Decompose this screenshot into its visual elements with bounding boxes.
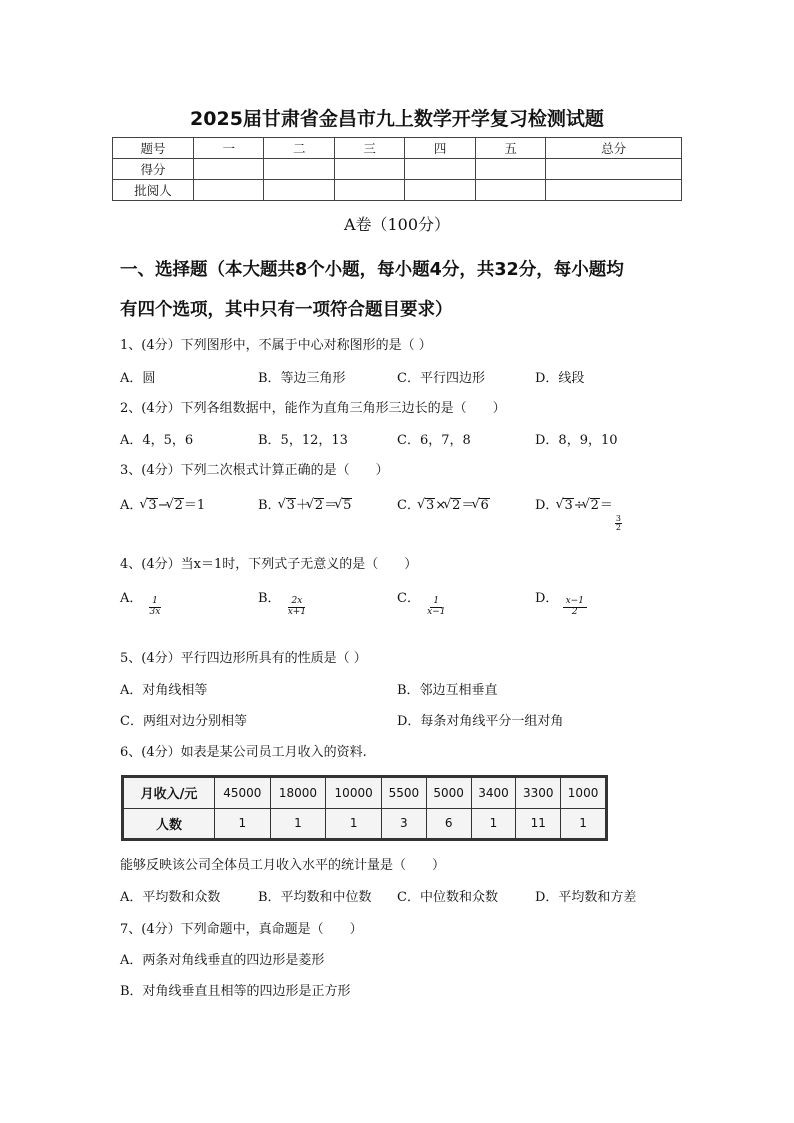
income-cell: 18000 [270, 778, 326, 809]
q2-option-d: D．8，9，10 [535, 433, 618, 448]
exam-title: 2025届甘肃省金昌市九上数学开学复习检测试题 [190, 108, 604, 130]
operator: × [435, 498, 447, 513]
income-table-image [121, 775, 608, 841]
income-cell: 5000 [426, 778, 471, 809]
option-label: D． [535, 498, 559, 513]
count-cell: 1 [270, 808, 326, 839]
q7-option-a: A．两条对角线垂直的四边形是菱形 [120, 953, 325, 968]
count-cell: 6 [426, 808, 471, 839]
score-cell [475, 180, 545, 201]
option-label: A． [120, 591, 143, 606]
result: ＝1 [183, 498, 206, 513]
score-cell [405, 180, 475, 201]
operator: ÷ [573, 498, 585, 513]
sqrt-expression: √ 2 [451, 498, 461, 512]
score-cell [475, 159, 545, 180]
fraction [147, 597, 164, 618]
count-cell: 1 [471, 808, 516, 839]
equals: ＝ [461, 498, 475, 513]
sqrt-expression: √ 2 [314, 498, 324, 512]
equals: ＝ [324, 498, 338, 513]
q4-option-d [535, 587, 587, 618]
q1-option-d: D．线段 [535, 371, 585, 386]
score-cell [334, 180, 404, 201]
q5-stem: 5、(4分）平行四边形所具有的性质是（ ） [120, 651, 367, 666]
fraction-numerator: 3 [615, 514, 622, 523]
q1-stem: 1、(4分）下列图形中，不属于中心对称图形的是（ ） [120, 338, 432, 353]
fraction [424, 597, 448, 618]
option-label: B． [258, 591, 281, 606]
fraction-denominator: x+1 [287, 606, 307, 617]
operator: − [157, 498, 169, 513]
score-cell [546, 159, 682, 180]
income-cell: 5500 [381, 778, 426, 809]
score-header-cell: 二 [264, 138, 334, 159]
q3-option-c [397, 494, 490, 513]
count-cell: 11 [516, 808, 561, 839]
q6-question: 能够反映该公司全体员工月收入水平的统计量是（ ） [120, 858, 446, 873]
fraction-numerator: 1 [149, 597, 161, 608]
score-row-label: 得分 [113, 159, 194, 180]
q3-option-a [120, 494, 205, 513]
fraction-denominator: 2 [615, 523, 622, 532]
sqrt-expression: √ 3 [425, 498, 435, 512]
score-cell [546, 180, 682, 201]
count-cell: 1 [215, 808, 271, 839]
sqrt-expression: √ 3 [563, 498, 573, 512]
part1-heading-line1: 一、选择题（本大题共8个小题，每小题4分，共32分，每小题均 [120, 260, 624, 280]
sqrt-expression: √ 3 [286, 498, 296, 512]
income-cell: 1000 [561, 778, 606, 809]
section-a-title: A卷（100分） [343, 215, 451, 234]
option-label: B． [258, 498, 281, 513]
fraction [563, 597, 587, 618]
q2-option-c: C．6，7，8 [397, 433, 471, 448]
q4-option-b [258, 587, 309, 618]
fraction [285, 597, 309, 618]
q3-option-d [535, 494, 622, 532]
option-label: C． [397, 591, 420, 606]
q6-option-d: D．平均数和方差 [535, 890, 637, 905]
q6-option-b: B．平均数和中位数 [258, 890, 372, 905]
option-label: A． [120, 498, 143, 513]
score-header-cell: 四 [405, 138, 475, 159]
q7-option-b: B．对角线垂直且相等的四边形是正方形 [120, 984, 351, 999]
q4-option-c [397, 587, 448, 618]
count-cell: 1 [561, 808, 606, 839]
score-table-header-row [113, 138, 682, 159]
fraction [615, 515, 622, 532]
q2-option-b: B．5，12，13 [258, 433, 348, 448]
score-cell [264, 159, 334, 180]
part1-heading-line2: 有四个选项，其中只有一项符合题目要求） [120, 300, 453, 320]
fraction-numerator: x−1 [563, 597, 587, 608]
score-header-cell: 五 [475, 138, 545, 159]
sqrt-expression: √ 2 [590, 498, 600, 512]
count-row [124, 808, 606, 839]
q6-option-a: A．平均数和众数 [120, 890, 221, 905]
q1-option-a: A．圆 [120, 371, 156, 386]
q4-option-a [120, 587, 163, 618]
q3-stem: 3、(4分）下列二次根式计算正确的是（ ） [120, 463, 389, 478]
reviewer-row-label: 批阅人 [113, 180, 194, 201]
q5-option-c: C．两组对边分别相等 [120, 714, 247, 729]
fraction-numerator: 1 [430, 597, 442, 608]
score-header-cell: 一 [194, 138, 264, 159]
sqrt-expression: √ 3 [147, 498, 157, 512]
score-cell [334, 159, 404, 180]
income-table [123, 777, 606, 839]
score-cell [405, 159, 475, 180]
q1-option-c: C．平行四边形 [397, 371, 485, 386]
count-cell: 1 [326, 808, 382, 839]
sqrt-expression: √ 6 [479, 498, 489, 512]
income-cell: 45000 [215, 778, 271, 809]
q7-stem: 7、(4分）下列命题中，真命题是（ ） [120, 922, 363, 937]
q5-option-d: D．每条对角线平分一组对角 [397, 714, 564, 729]
income-cell: 3300 [516, 778, 561, 809]
score-table [112, 137, 682, 201]
sqrt-expression: √ 2 [174, 498, 184, 512]
score-row [113, 159, 682, 180]
score-header-cell: 题号 [113, 138, 194, 159]
score-cell [194, 159, 264, 180]
fraction-numerator: 2x [288, 597, 305, 608]
q2-option-a: A．4，5，6 [120, 433, 194, 448]
income-cell: 3400 [471, 778, 516, 809]
score-header-cell: 三 [334, 138, 404, 159]
q6-stem: 6、(4分）如表是某公司员工月收入的资料. [120, 745, 367, 760]
q3-option-b [258, 494, 352, 513]
score-cell [264, 180, 334, 201]
operator: ＋ [295, 498, 309, 513]
fraction-denominator: 3x [149, 606, 161, 617]
sqrt-expression: √ 5 [342, 498, 352, 512]
equals: ＝ [599, 498, 613, 513]
q1-option-b: B．等边三角形 [258, 371, 346, 386]
count-cell: 3 [381, 808, 426, 839]
option-label: D． [535, 591, 559, 606]
fraction-denominator: x−1 [427, 606, 446, 617]
q5-option-b: B．邻边互相垂直 [397, 683, 498, 698]
fraction-denominator: 2 [571, 606, 578, 617]
q2-stem: 2、(4分）下列各组数据中，能作为直角三角形三边长的是（ ） [120, 401, 506, 416]
q6-option-c: C．中位数和众数 [397, 890, 498, 905]
reviewer-row [113, 180, 682, 201]
income-row [124, 778, 606, 809]
score-header-cell: 总分 [546, 138, 682, 159]
option-label: C． [397, 498, 420, 513]
income-row-label: 月收入/元 [124, 778, 215, 809]
q4-stem: 4、(4分）当x＝1时，下列式子无意义的是（ ） [120, 557, 418, 572]
income-cell: 10000 [326, 778, 382, 809]
count-row-label: 人数 [124, 808, 215, 839]
score-cell [194, 180, 264, 201]
q5-option-a: A．对角线相等 [120, 683, 208, 698]
